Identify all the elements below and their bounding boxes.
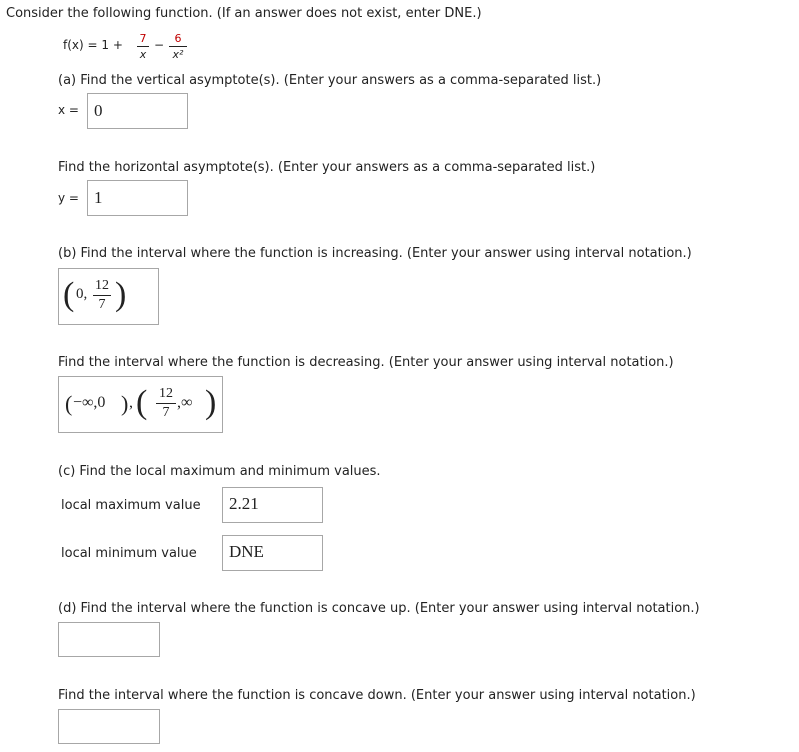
term2-numerator: 6 [174, 32, 182, 45]
increasing-fraction-denominator: 7 [98, 297, 106, 312]
decreasing-fraction-denominator: 7 [162, 405, 170, 420]
increasing-prompt: (b) Find the interval where the function is increasing. (Enter your answer using interval notation.) [58, 246, 692, 261]
function-minus: − [154, 38, 165, 52]
horizontal-asymptote-value: 1 [94, 188, 103, 207]
decreasing-fraction [156, 386, 176, 421]
horizontal-asymptote-input[interactable] [87, 180, 188, 216]
decreasing-prompt: Find the interval where the function is decreasing. (Enter your answer using interval notation.) [58, 355, 674, 370]
local-extrema-prompt: (c) Find the local maximum and minimum values. [58, 464, 381, 479]
decreasing-fraction-numerator: 12 [159, 386, 173, 401]
term1-numerator: 7 [139, 32, 147, 45]
concave-down-input[interactable] [58, 709, 160, 744]
decreasing-interval-input[interactable] [58, 376, 223, 433]
local-max-value: 2.21 [229, 494, 259, 513]
function-term1 [137, 32, 149, 61]
decreasing-first-open-paren: ( [65, 391, 73, 416]
decreasing-second-open-paren: ( [136, 384, 148, 421]
function-term2 [169, 32, 187, 61]
vertical-asymptote-prompt: (a) Find the vertical asymptote(s). (Enter your answers as a comma-separated list.) [58, 73, 602, 88]
function-lhs: f(x) = 1 + [63, 38, 123, 52]
term2-denominator: x² [172, 48, 184, 61]
increasing-left-endpoint: 0, [76, 286, 88, 302]
decreasing-separator: , [129, 394, 133, 411]
increasing-close-paren: ) [115, 276, 127, 313]
local-min-input[interactable] [222, 535, 323, 571]
concave-up-input[interactable] [58, 622, 160, 657]
local-max-input[interactable] [222, 487, 323, 523]
concave-down-prompt: Find the interval where the function is concave down. (Enter your answer using interval notation.) [58, 688, 696, 703]
decreasing-first-interval: −∞,0 [73, 394, 106, 411]
decreasing-tail: ,∞ [177, 394, 193, 411]
increasing-fraction-numerator: 12 [95, 278, 109, 293]
horizontal-asymptote-prompt: Find the horizontal asymptote(s). (Enter your answers as a comma-separated list.) [58, 160, 596, 175]
increasing-right-fraction [93, 278, 111, 313]
vertical-asymptote-input[interactable] [87, 93, 188, 129]
term1-denominator: x [139, 48, 147, 61]
concave-up-prompt: (d) Find the interval where the function is concave up. (Enter your answer using interval notation.) [58, 601, 700, 616]
decreasing-first-close-paren: ) [121, 391, 129, 416]
local-min-label: local minimum value [61, 546, 197, 561]
local-max-label: local maximum value [61, 498, 201, 513]
local-min-value: DNE [229, 542, 264, 561]
increasing-interval-input[interactable] [58, 268, 159, 325]
intro-text: Consider the following function. (If an answer does not exist, enter DNE.) [6, 6, 482, 21]
vertical-asymptote-value: 0 [94, 101, 103, 120]
decreasing-second-close-paren: ) [205, 384, 217, 421]
x-equals-label: x = [58, 103, 79, 117]
y-equals-label: y = [58, 191, 79, 205]
increasing-open-paren: ( [63, 276, 75, 313]
